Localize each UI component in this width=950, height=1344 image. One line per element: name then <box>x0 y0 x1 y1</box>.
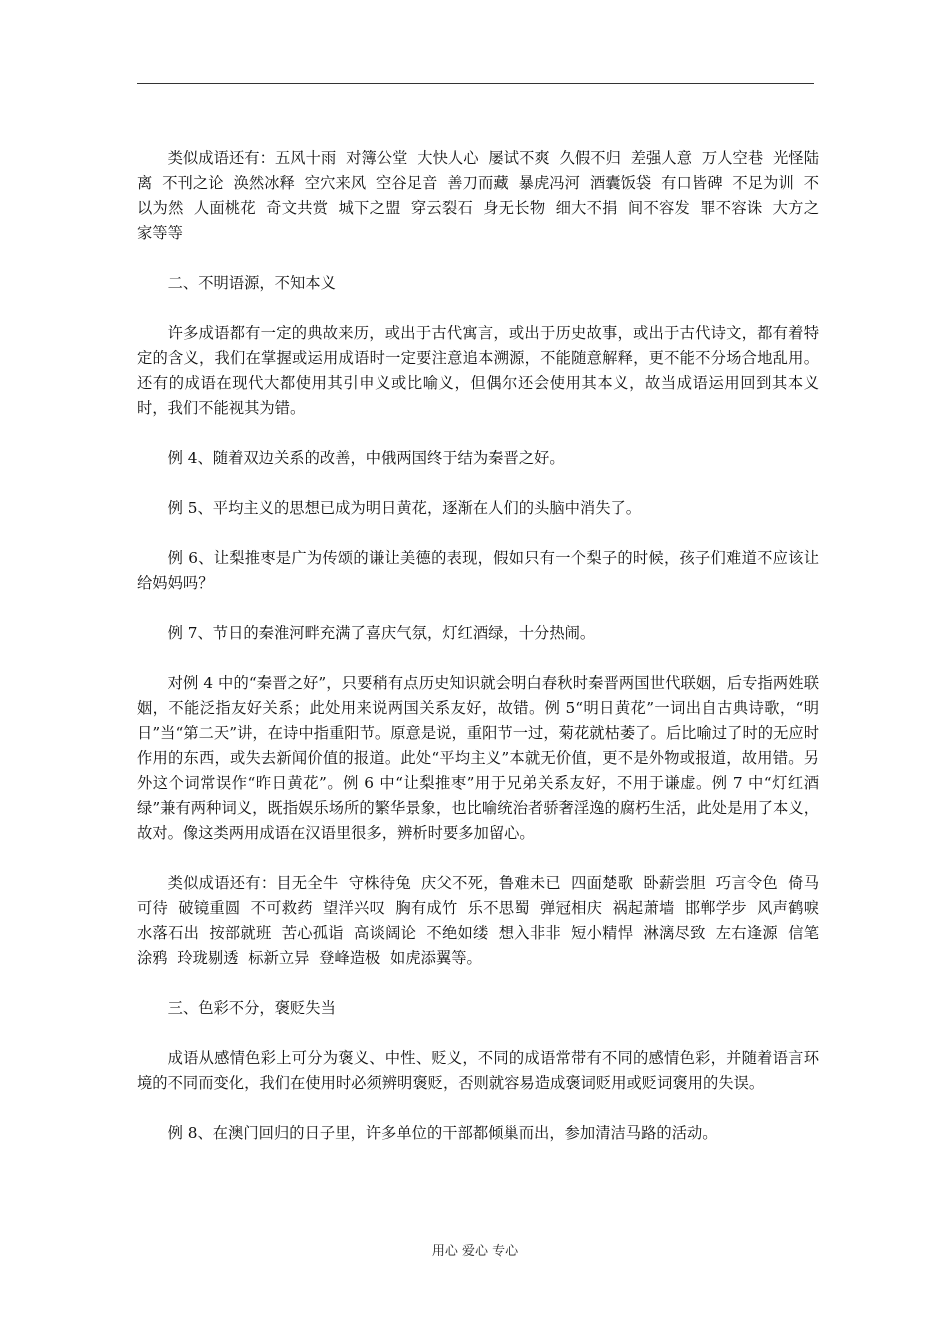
example-4: 例 4、随着双边关系的改善，中俄两国终于结为秦晋之好。 <box>167 449 565 467</box>
section-heading-2: 二、不明语源，不知本义 <box>167 274 336 292</box>
paragraph-sentiment-explanation: 成语从感情色彩上可分为褒义、中性、贬义，不同的成语常带有不同的感情色彩，并随着语言环境的不同而变化，我们在使用时必须辨明褒贬，否则就容易造成褒词贬用或贬词褒用的失误。 <box>137 1049 819 1092</box>
example-7: 例 7、节日的秦淮河畔充满了喜庆气氛，灯红酒绿，十分热闹。 <box>167 624 596 642</box>
example-5: 例 5、平均主义的思想已成为明日黄花，逐渐在人们的头脑中消失了。 <box>167 499 642 517</box>
example-8: 例 8、在澳门回归的日子里，许多单位的干部都倾巢而出，参加清洁马路的活动。 <box>167 1124 718 1142</box>
page-footer: 用心 爱心 专心 <box>431 1244 519 1259</box>
header-rule <box>137 83 814 84</box>
example-6: 例 6、让梨推枣是广为传颂的谦让美德的表现，假如只有一个梨子的时候，孩子们难道不应该让给妈妈吗？ <box>137 549 819 592</box>
paragraph-similar-idioms-1: 类似成语还有：五风十雨 对簿公堂 大快人心 屡试不爽 久假不归 差强人意 万人空巷 光怪陆离 不刊之论 涣然冰释 空穴来风 空谷足音 善刀而藏 暴虎冯河 酒囊饭袋 有口皆碑 不足为训 不以为然 人面桃花 奇文共赏 城下之盟 穿云裂石 身无长物 细大不捐 间不容发 罪不容诛 大方之家等等 <box>137 149 819 242</box>
paragraph-similar-idioms-2: 类似成语还有：目无全牛 守株待兔 庆父不死，鲁难未已 四面楚歌 卧薪尝胆 巧言令色 倚马可待 破镜重圆 不可救药 望洋兴叹 胸有成竹 乐不思蜀 弹冠相庆 祸起萧墙 邯郸学步 风声鹤唳 水落石出 按部就班 苦心孤诣 高谈阔论 不绝如缕 想入非非 短小精悍 淋漓尽致 左右逢源 信笔涂鸦 玲珑剔透 标新立异 登峰造极 如虎添翼等。 <box>137 874 829 967</box>
section-heading-3: 三、色彩不分，褒贬失当 <box>167 999 336 1017</box>
paragraph-analysis: 对例 4 中的“秦晋之好”，只要稍有点历史知识就会明白春秋时秦晋两国世代联姻，后专指两姓联姻，不能泛指友好关系；此处用来说两国关系友好，故错。例 5“明日黄花”一词出自古典诗歌，“明日”当“第二天”讲，在诗中指重阳节。原意是说，重阳节一过，菊花就枯萎了。后比喻过了时的无应时作用的东西，或失去新闻价值的报道。此处“平均主义”本就无价值，更不是外物或报道，故用错。另外这个词常误作“昨日黄花”。例 6 中“让梨推枣”用于兄弟关系友好，不用于谦虚。例 7 中“灯红酒绿”兼有两种词义，既指娱乐场所的繁华景象，也比喻统治者骄奢淫逸的腐朽生活，此处是用了本义，故对。像这类两用成语在汉语里很多，辨析时要多加留心。 <box>137 674 819 842</box>
document-body <box>137 146 829 1171</box>
paragraph-origin-explanation: 许多成语都有一定的典故来历，或出于古代寓言，或出于历史故事，或出于古代诗文，都有着特定的含义，我们在掌握或运用成语时一定要注意追本溯源，不能随意解释，更不能不分场合地乱用。还有的成语在现代大都使用其引申义或比喻义，但偶尔还会使用其本义，故当成语运用回到其本义时，我们不能视其为错。 <box>137 324 819 417</box>
